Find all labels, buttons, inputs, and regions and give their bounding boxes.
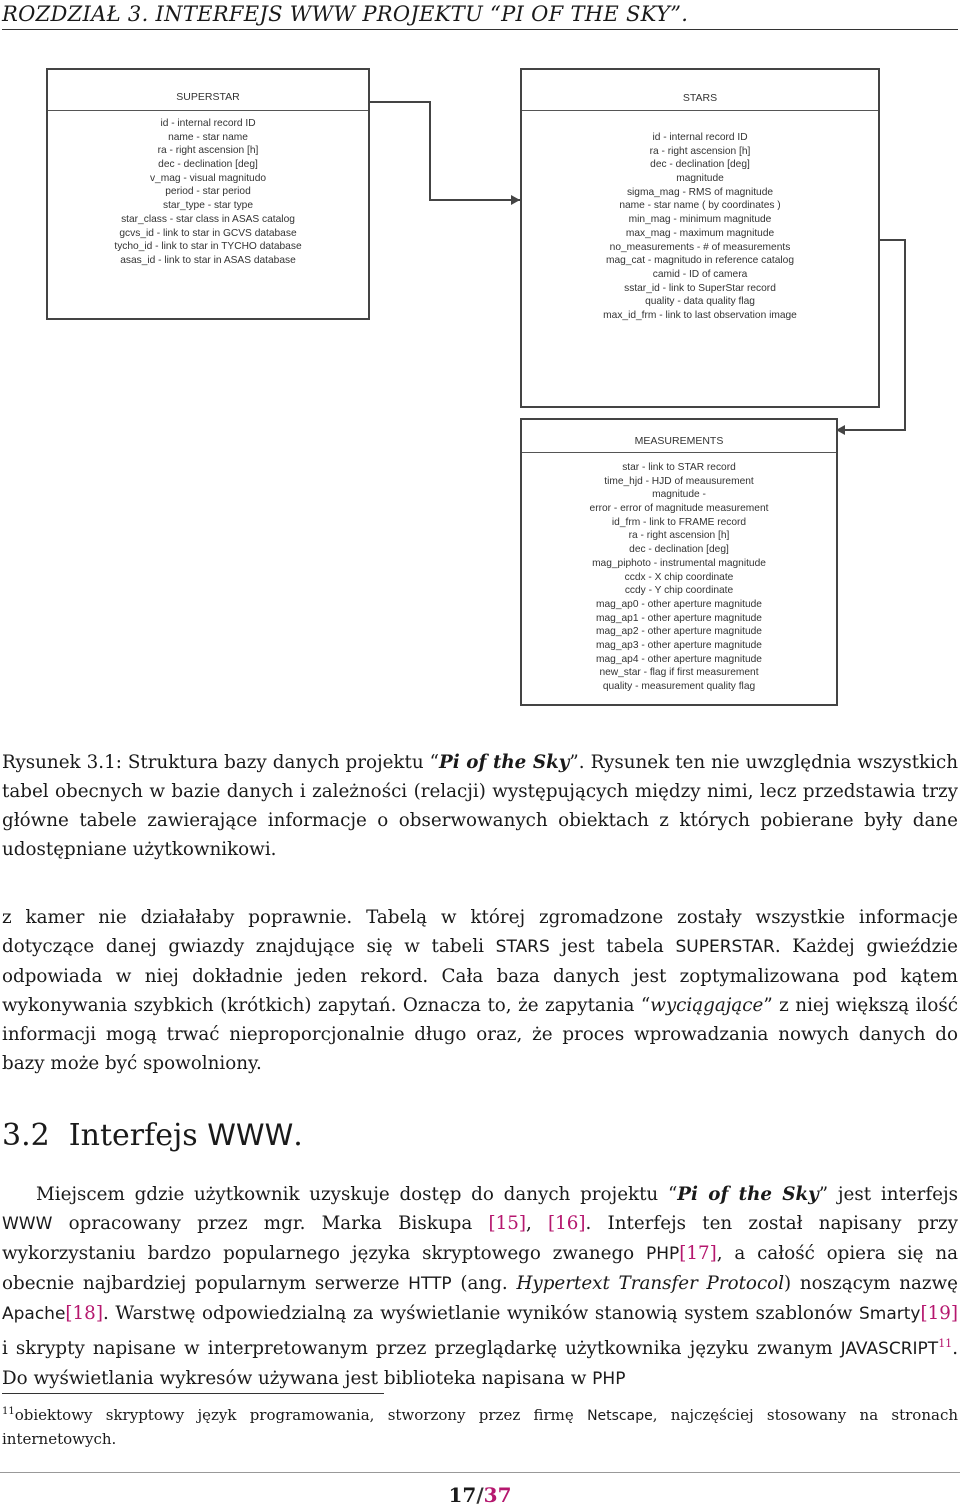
para1-text: z kamer nie działałaby poprawnie. Tabelą w której zgromadzone zostały wszystkie informacje dotyczące danej gwiazdy znajdujące się w tabeli — [2, 907, 958, 957]
stars-field: quality - data quality flag — [645, 296, 755, 308]
footnote-mark: 11 — [2, 1406, 15, 1417]
para2-text: , a całość opiera się na obecnie najbardziej popularnym serwerze — [2, 1243, 958, 1294]
superstar-field: tycho_id - link to star in TYCHO database — [114, 241, 302, 253]
stars-field: name - star name ( by coordinates ) — [619, 200, 781, 212]
section-number: 3.2 — [2, 1118, 50, 1153]
footnote-text: , najczęściej stosowany na stronach internetowych. — [2, 1406, 959, 1448]
stars-table — [520, 68, 880, 408]
page-current: 17 — [448, 1483, 477, 1507]
measurements-field: mag_ap1 - other aperture magnitude — [596, 612, 762, 624]
stars-fields — [522, 131, 878, 323]
section-title-www: WWW — [207, 1118, 294, 1152]
superstar-field: v_mag - visual magnitudo — [149, 172, 267, 184]
project-name: Pi of the Sky — [677, 1184, 819, 1205]
measurements-field: star - link to STAR record — [622, 462, 736, 473]
measurements-field: dec - declination [deg] — [629, 544, 729, 556]
stars-field: id - internal record ID — [652, 132, 748, 143]
measurements-field: id_frm - link to FRAME record — [611, 516, 747, 528]
footnote-text: obiektowy skryptowy język programowania, stworzony przez firmę — [14, 1406, 588, 1424]
measurements-field: ra - right ascension [h] — [628, 530, 730, 542]
measurements-field: ccdy - Y chip coordinate — [624, 585, 734, 597]
php-term: PHP — [592, 1369, 626, 1389]
superstar-field: dec - declination [deg] — [158, 159, 258, 171]
stars-field: sigma_mag - RMS of magnitude — [626, 186, 774, 198]
netscape-term: Netscape — [587, 1408, 653, 1424]
stars-title: STARS — [682, 92, 718, 104]
measurements-field: ccdx - X chip coordinate — [624, 571, 734, 583]
paragraph-2 — [2, 1180, 958, 1394]
caption-project: Pi of the Sky — [439, 752, 570, 773]
measurements-field: new_star - flag if first measurement — [599, 667, 759, 679]
header-rule — [2, 29, 958, 30]
citation-link[interactable]: [18] — [65, 1303, 103, 1324]
para2-text: . Interfejs ten został napisany przy wykorzystaniu bardzo popularnego języka skryptowego zwanego — [2, 1213, 958, 1264]
superstar-title: SUPERSTAR — [176, 91, 240, 103]
page-number — [0, 1483, 960, 1507]
measurements-field: mag_ap3 - other aperture magnitude — [596, 639, 762, 651]
www-term: WWW — [2, 1214, 53, 1234]
para1-text: ” z niej większą ilość informacji mogą trwać nieproporcjonalnie długo oraz, że proces wprowadzania nowych danych do bazy może być spowolniony. — [2, 995, 958, 1074]
stars-field: max_mag - maximum magnitude — [625, 227, 775, 239]
superstar-field: period - star period — [165, 186, 251, 198]
measurements-field: quality - measurement quality flag — [602, 681, 756, 692]
section-heading — [2, 1118, 303, 1153]
page-separator: / — [476, 1483, 484, 1507]
superstar-field: gcvs_id - link to star in GCVS database — [119, 227, 297, 239]
measurements-title: MEASUREMENTS — [634, 435, 724, 447]
figure-caption — [2, 748, 958, 864]
javascript-term: JAVASCRIPT — [840, 1339, 939, 1359]
smarty-term: Smarty — [858, 1304, 921, 1324]
stars-field: dec - declination [deg] — [650, 159, 750, 171]
para2-text: , — [525, 1213, 548, 1234]
superstar-fields — [48, 117, 368, 268]
http-term: HTTP — [408, 1274, 452, 1294]
section-title-end: . — [293, 1118, 303, 1153]
superstar-field: star_type - star type — [162, 200, 254, 212]
para1-text: . Każdej gwieździe odpowiada w niej dokładnie jeden rekord. Cała baza danych jest zoptymalizowana pod kątem wykonywania szybkich (krótkich) zapytań. Oznacza to, że zapytania “ — [2, 936, 958, 1016]
measurements-field: mag_ap0 - other aperture magnitude — [596, 598, 762, 610]
measurements-field: mag_piphoto - instrumental magnitude — [592, 557, 766, 569]
stars-field: magnitude — [676, 173, 724, 185]
footer-rule — [0, 1472, 960, 1473]
citation-link[interactable]: [15] — [488, 1213, 526, 1234]
measurements-table — [520, 418, 838, 706]
citation-link[interactable]: [17] — [679, 1243, 717, 1264]
stars-field: max_id_frm - link to last observation image — [603, 309, 797, 321]
stars-field: mag_cat - magnitudo in reference catalog — [605, 255, 794, 267]
para2-text: ” jest interfejs — [818, 1184, 959, 1205]
stars-term: STARS — [495, 937, 550, 957]
footnote-ref[interactable]: 11 — [938, 1337, 953, 1350]
para1-text: jest tabela — [549, 936, 676, 957]
superstar-field: asas_id - link to star in ASAS database — [120, 254, 296, 266]
para2-text: . Do wyświetlania wykresów używana jest biblioteka napisana w — [2, 1338, 958, 1389]
connector-superstar-stars — [368, 102, 520, 200]
superstar-table — [46, 68, 370, 320]
measurements-fields — [522, 461, 836, 694]
stars-field: min_mag - minimum magnitude — [628, 214, 772, 226]
measurements-field: time_hjd - HJD of meausurement — [604, 475, 754, 487]
stars-field: ra - right ascension [h] — [649, 145, 751, 157]
wyciagajace-term: wyciągające — [650, 995, 764, 1016]
para2-text: . Warstwę odpowiedzialną za wyświetlanie wyników stanowią system szablonów — [102, 1303, 859, 1324]
measurements-field: mag_ap2 - other aperture magnitude — [596, 626, 762, 638]
para2-text: ) noszącym nazwę — [784, 1273, 958, 1294]
para2-text: opracowany przez mgr. Marka Biskupa — [52, 1213, 489, 1234]
superstar-field: star_class - star class in ASAS catalog — [121, 213, 295, 225]
measurements-field: magnitude - — [652, 489, 706, 501]
arrow-superstar-stars — [511, 195, 520, 205]
measurements-title-rule — [522, 452, 836, 453]
running-header — [2, 0, 958, 30]
caption-label: Rysunek 3.1: Struktura bazy danych projektu “ — [2, 752, 440, 773]
citation-link[interactable]: [16] — [547, 1213, 586, 1234]
superstar-field: name - star name — [168, 131, 248, 143]
paragraph-1 — [2, 903, 958, 1078]
section-title: Interfejs — [68, 1118, 208, 1153]
stars-field: camid - ID of camera — [652, 268, 748, 280]
para2-text: Miejscem gdzie użytkownik uzyskuje dostęp do danych projektu “ — [36, 1184, 678, 1205]
para2-text: (ang. — [451, 1273, 517, 1294]
citation-link[interactable]: [19] — [920, 1303, 958, 1324]
page-total[interactable]: 37 — [483, 1483, 512, 1507]
http-expansion: Hypertext Transfer Protocol — [516, 1273, 785, 1294]
para2-text: i skrypty napisane w interpretowanym przez przeglądarkę użytkownika języku zwanym — [2, 1338, 841, 1359]
measurements-field: mag_ap4 - other aperture magnitude — [596, 653, 762, 665]
footnote-rule — [2, 1393, 384, 1394]
caption-text: ”. Rysunek ten nie uwzględnia wszystkich tabel obecnych w bazie danych i zależności (relacji) występujących między nimi, lecz przedstawia trzy główne tabele zawierające informacje o obserwowanych obiektach z których pobierane były dane udostępniane użytkownikowi. — [2, 752, 958, 860]
stars-field: sstar_id - link to SuperStar record — [624, 282, 776, 294]
measurements-field: error - error of magnitude measurement — [589, 503, 769, 515]
database-diagram — [0, 40, 960, 715]
superstar-title-rule — [48, 110, 368, 111]
stars-title-rule — [522, 110, 878, 111]
superstar-field: ra - right ascension [h] — [157, 145, 259, 157]
footnote — [2, 1400, 958, 1451]
apache-term: Apache — [2, 1304, 66, 1324]
superstar-field: id - internal record ID — [160, 118, 256, 129]
stars-field: no_measurements - # of measurements — [609, 241, 791, 253]
php-term: PHP — [645, 1244, 680, 1264]
superstar-term: SUPERSTAR — [675, 937, 775, 957]
chapter-header: ROZDZIAŁ 3. INTERFEJS WWW PROJEKTU “PI OF THE SKY”. — [2, 2, 689, 26]
